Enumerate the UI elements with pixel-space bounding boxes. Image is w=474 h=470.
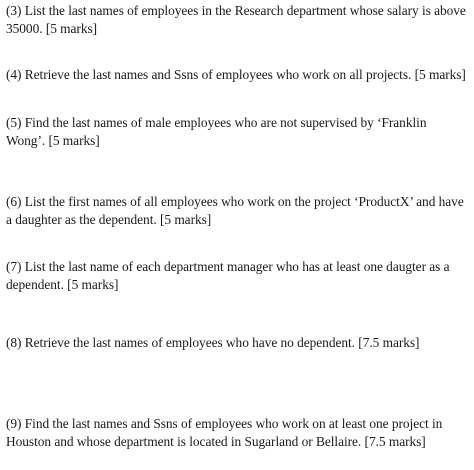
question-3: (3) List the last names of employees in the Research department whose salary is above 35000. [5 marks] xyxy=(6,3,466,36)
question-8: (8) Retrieve the last names of employees who have no dependent. [7.5 marks] xyxy=(6,335,420,350)
question-4: (4) Retrieve the last names and Ssns of employees who work on all projects. [5 marks] xyxy=(6,67,466,82)
question-5: (5) Find the last names of male employees who are not supervised by ‘Franklin Wong’. [5 marks] xyxy=(6,115,427,148)
question-7: (7) List the last name of each department manager who has at least one daugter as a dependent. [5 marks] xyxy=(6,259,450,292)
question-9: (9) Find the last names and Ssns of employees who work on at least one project in Houston and whose department is located in Sugarland or Bellaire. [7.5 marks] xyxy=(6,416,443,449)
question-6: (6) List the first names of all employees who work on the project ‘ProductX’ and have a daughter as the dependent. [5 marks] xyxy=(6,194,464,227)
